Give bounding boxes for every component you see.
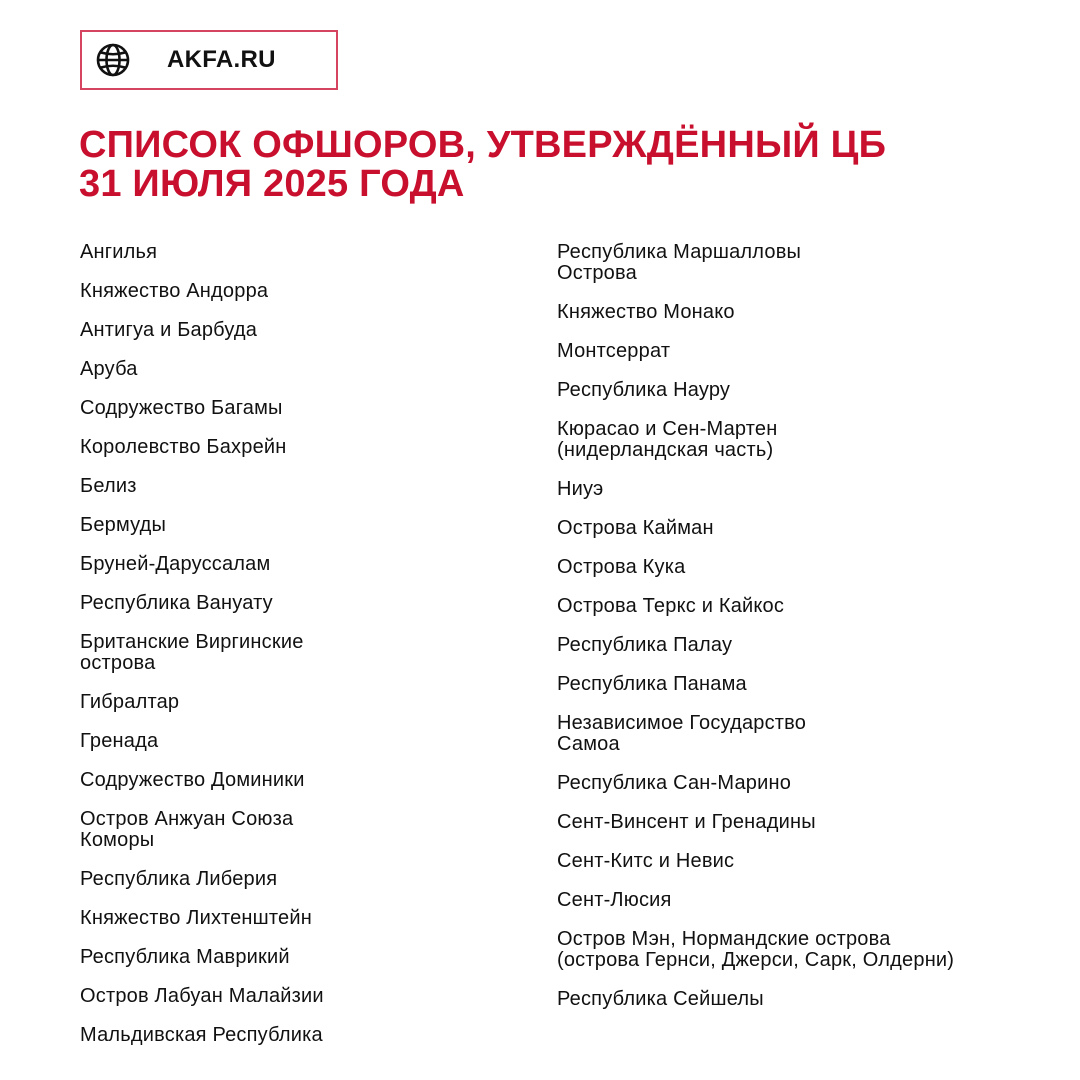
list-item-text: Ниуэ — [557, 478, 604, 500]
list-item — [80, 554, 500, 575]
list-item-text: Республика Сейшелы — [557, 988, 764, 1010]
list-item — [80, 437, 500, 458]
list-item — [80, 632, 500, 674]
list-item — [557, 713, 1057, 755]
list-item — [557, 773, 1057, 794]
list-item — [80, 476, 500, 497]
list-item-text: Содружество Багамы — [80, 397, 283, 419]
list-item — [80, 359, 500, 380]
list-item-text: Республика Маврикий — [80, 946, 290, 968]
list-item-text: Республика Либерия — [80, 868, 278, 890]
list-item — [557, 596, 1057, 617]
list-item — [557, 674, 1057, 695]
list-item-text: Республика Сан-Марино — [557, 772, 792, 794]
list-item-text: Республика Науру — [557, 379, 731, 401]
list-item — [80, 515, 500, 536]
list-item-text: Гибралтар — [80, 691, 180, 713]
list-item-text: Бермуды — [80, 514, 167, 536]
list-item — [557, 557, 1057, 578]
list-item-text: Острова Теркс и Кайкос — [557, 595, 785, 617]
list-item-text: Бруней-Даруссалам — [80, 553, 271, 575]
list-item — [557, 518, 1057, 539]
list-item-text: Республика Маршалловы — [557, 241, 802, 263]
list-item-text: Остров Лабуан Малайзии — [80, 985, 324, 1007]
list-item — [557, 929, 1057, 971]
list-item-text: Сент-Винсент и Гренадины — [557, 811, 816, 833]
list-item — [557, 851, 1057, 872]
list-item-text: Мальдивская Республика — [80, 1024, 323, 1046]
list-item-text: Княжество Монако — [557, 301, 735, 323]
list-item — [557, 989, 1057, 1010]
list-item — [80, 398, 500, 419]
list-item-text: Коморы — [80, 829, 155, 851]
list-item-text: Самоа — [557, 733, 620, 755]
title-line-1: СПИСОК ОФШОРОВ, УТВЕРЖДЁННЫЙ ЦБ — [79, 124, 887, 166]
globe-icon — [96, 43, 130, 77]
list-item-text: Ангилья — [80, 241, 158, 263]
list-item — [80, 281, 500, 302]
list-item-text: Сент-Люсия — [557, 889, 672, 911]
list-item-text: Британские Виргинские — [80, 631, 304, 653]
list-item — [80, 986, 500, 1007]
list-item — [557, 302, 1057, 323]
list-item — [557, 812, 1057, 833]
list-item-text: Содружество Доминики — [80, 769, 305, 791]
list-item-text: Острова — [557, 262, 637, 284]
list-item-text: Королевство Бахрейн — [80, 436, 287, 458]
list-item — [80, 731, 500, 752]
list-item-text: Гренада — [80, 730, 159, 752]
list-item — [80, 320, 500, 341]
list-item-text: (острова Гернси, Джерси, Сарк, Олдерни) — [557, 949, 955, 971]
list-item — [557, 479, 1057, 500]
list-item-text: Антигуа и Барбуда — [80, 319, 258, 341]
list-item — [557, 890, 1057, 911]
list-item — [80, 770, 500, 791]
list-item — [557, 341, 1057, 362]
list-item-text: Белиз — [80, 475, 137, 497]
list-item — [557, 380, 1057, 401]
list-item-text: (нидерландская часть) — [557, 439, 774, 461]
list-item-text: Остров Мэн, Нормандские острова — [557, 928, 891, 950]
list-item-text: Аруба — [80, 358, 138, 380]
offshore-list-right — [557, 242, 1057, 1028]
offshore-list-left — [80, 242, 500, 1064]
list-item-text: Княжество Лихтенштейн — [80, 907, 312, 929]
list-item-text: Княжество Андорра — [80, 280, 269, 302]
list-item-text: Сент-Китс и Невис — [557, 850, 735, 872]
list-item — [557, 635, 1057, 656]
list-item-text: Кюрасао и Сен-Мартен — [557, 418, 778, 440]
list-item — [557, 419, 1057, 461]
list-item — [80, 947, 500, 968]
list-item-text: острова — [80, 652, 156, 674]
list-item-text: Независимое Государство — [557, 712, 807, 734]
list-item-text: Острова Кайман — [557, 517, 714, 539]
list-item — [80, 692, 500, 713]
list-item — [80, 809, 500, 851]
list-item-text: Острова Кука — [557, 556, 686, 578]
list-item — [80, 1025, 500, 1046]
page-title — [79, 126, 1039, 204]
list-item — [557, 242, 1057, 284]
logo-box — [80, 30, 338, 90]
list-item-text: Республика Панама — [557, 673, 747, 695]
list-item — [80, 242, 500, 263]
list-item-text: Республика Палау — [557, 634, 733, 656]
logo-text: AKFA.RU — [167, 46, 276, 73]
title-line-2: 31 ИЮЛЯ 2025 ГОДА — [79, 163, 465, 205]
list-item-text: Республика Вануату — [80, 592, 273, 614]
list-item — [80, 593, 500, 614]
list-item-text: Монтсеррат — [557, 340, 671, 362]
list-item-text: Остров Анжуан Союза — [80, 808, 294, 830]
list-item — [80, 869, 500, 890]
list-item — [80, 908, 500, 929]
